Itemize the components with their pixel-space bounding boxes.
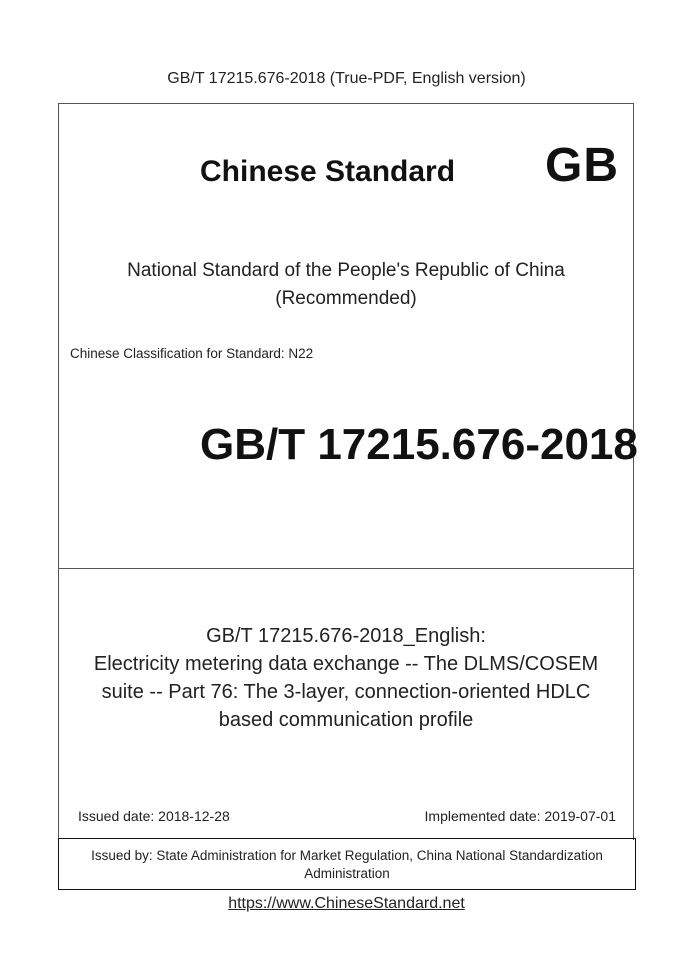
standard-number: GB/T 17215.676-2018 bbox=[200, 420, 638, 469]
implemented-date: Implemented date: 2019-07-01 bbox=[424, 808, 616, 824]
standard-title bbox=[58, 622, 634, 734]
issuer-text bbox=[58, 847, 636, 883]
classification-text: Chinese Classification for Standard: N22 bbox=[70, 346, 314, 361]
website-link[interactable]: https://www.ChineseStandard.net bbox=[228, 895, 465, 912]
issued-date: Issued date: 2018-12-28 bbox=[78, 808, 230, 824]
title-line-1: GB/T 17215.676-2018_English: bbox=[206, 625, 486, 647]
issuer-line-1: Issued by: State Administration for Market Regulation, China National Standardization bbox=[91, 848, 603, 863]
title-line-4: based communication profile bbox=[218, 709, 474, 731]
national-standard-text bbox=[58, 257, 634, 313]
title-line-3: suite -- Part 76: The 3-layer, connection-oriented HDLC bbox=[101, 681, 591, 703]
issuer-line-2: Administration bbox=[304, 866, 390, 881]
title-line-2: Electricity metering data exchange -- The DLMS/COSEM bbox=[93, 653, 599, 675]
national-standard-line: National Standard of the People's Republic of China bbox=[127, 260, 565, 281]
gb-logo: GB bbox=[545, 139, 619, 192]
recommended-line: (Recommended) bbox=[275, 288, 417, 309]
document-header: GB/T 17215.676-2018 (True-PDF, English version) bbox=[167, 70, 526, 87]
chinese-standard-heading: Chinese Standard bbox=[200, 155, 456, 188]
